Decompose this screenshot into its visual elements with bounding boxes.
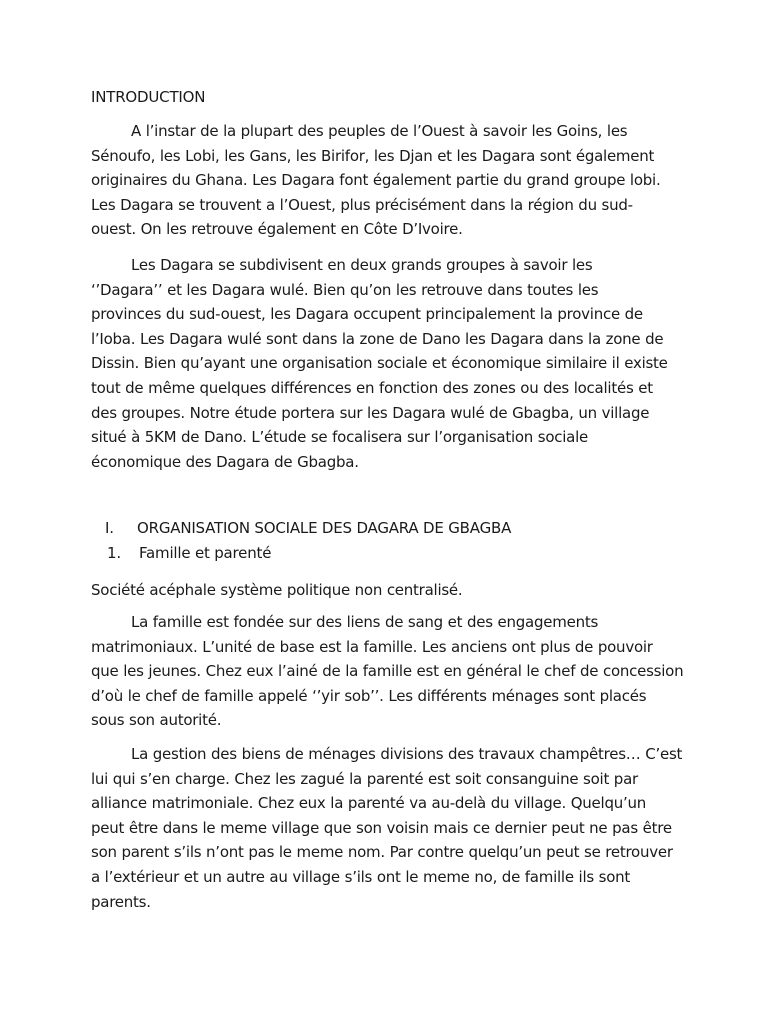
text-line: Les Dagara se subdivisent en deux grands groupes à savoir les (131, 256, 593, 274)
text-line: lui qui s’en charge. Chez les zagué la parenté est soit consanguine soit par (91, 769, 638, 788)
text-line: des groupes. Notre étude portera sur les Dagara wulé de Gbagba, un village (91, 403, 650, 422)
text-line: A l’instar de la plupart des peuples de l’Ouest à savoir les Goins, les (131, 122, 628, 140)
document-title: INTRODUCTION (91, 88, 206, 106)
subsection-title: Famille et parenté (139, 544, 272, 562)
text-line: l’Ioba. Les Dagara wulé sont dans la zone de Dano les Dagara dans la zone de (91, 329, 664, 348)
text-line: d’où le chef de famille appelé ‘’yir sob’’. Les différents ménages sont placés (91, 686, 647, 705)
text-line: La famille est fondée sur des liens de sang et des engagements (131, 613, 599, 631)
intro-paragraph-2 (91, 253, 687, 474)
text-line: a l’extérieur et un autre au village s’ils ont le meme no, de famille ils sont (91, 867, 631, 886)
section-heading (105, 518, 511, 538)
text-line: que les jeunes. Chez eux l’ainé de la famille est en général le chef de concession (91, 662, 684, 681)
text-line: situé à 5KM de Dano. L’étude se focalisera sur l’organisation sociale (91, 428, 589, 447)
text-line: alliance matrimoniale. Chez eux la parenté va au-delà du village. Quelqu’un (91, 794, 647, 813)
subsection-heading (107, 543, 271, 563)
text-line: originaires du Ghana. Les Dagara font également partie du grand groupe lobi. (91, 171, 661, 190)
text-line: peut être dans le meme village que son voisin mais ce dernier peut ne pas être (91, 818, 672, 837)
text-line: parents. (91, 892, 151, 911)
text-line: Sénoufo, les Lobi, les Gans, les Birifor, les Djan et les Dagara sont également (91, 146, 655, 165)
text-line: Dissin. Bien qu’ayant une organisation sociale et économique similaire il existe (91, 354, 668, 373)
text-line: son parent s’ils n’ont pas le meme nom. Par contre quelqu’un peut se retrouver (91, 843, 673, 862)
text-line: tout de même quelques différences en fonction des zones ou des localités et (91, 378, 653, 397)
section-paragraph-3 (91, 742, 687, 914)
section-paragraph-2 (91, 610, 687, 733)
section-title: ORGANISATION SOCIALE DES DAGARA DE GBAGBA (137, 519, 512, 537)
text-line: Société acéphale système politique non centralisé. (91, 581, 463, 599)
text-line: ouest. On les retrouve également en Côte D’Ivoire. (91, 220, 463, 239)
section-number: I. (105, 519, 114, 537)
text-line: matrimoniaux. L’unité de base est la famille. Les anciens ont plus de pouvoir (91, 637, 653, 656)
subsection-number: 1. (107, 544, 121, 562)
text-line: La gestion des biens de ménages divisions des travaux champêtres… C’est (131, 745, 683, 763)
text-line: Les Dagara se trouvent a l’Ouest, plus précisément dans la région du sud- (91, 195, 633, 214)
section-paragraph-1 (91, 578, 687, 603)
text-line: ‘’Dagara’’ et les Dagara wulé. Bien qu’on les retrouve dans toutes les (91, 280, 599, 299)
text-line: sous son autorité. (91, 711, 222, 730)
text-line: économique des Dagara de Gbagba. (91, 452, 359, 471)
intro-paragraph-1 (91, 119, 687, 242)
text-line: provinces du sud-ouest, les Dagara occupent principalement la province de (91, 305, 643, 324)
